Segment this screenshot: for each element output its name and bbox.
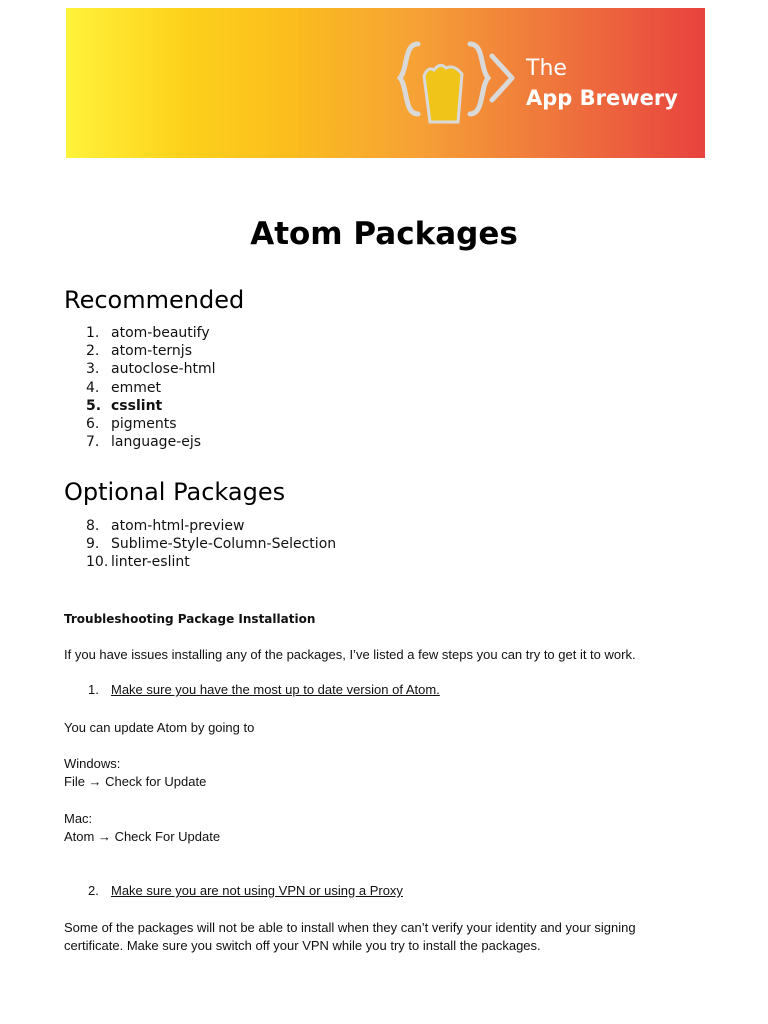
code-brackets-icon (396, 38, 516, 130)
windows-path: File → Check for Update (64, 774, 207, 789)
troubleshooting-intro: If you have issues installing any of the packages, I’ve listed a few steps you can try to get it to work. (64, 647, 636, 662)
list-item: 1. atom-beautify (86, 325, 210, 341)
mac-label: Mac: (64, 811, 93, 826)
list-item: 7. language-ejs (86, 434, 202, 451)
list-item: 5. csslint (86, 397, 163, 414)
list-item: 8. atom-html-preview (86, 518, 245, 534)
step-1: 1. Make sure you have the most up to date version of Atom. (88, 682, 440, 697)
optional-list (86, 517, 336, 572)
step-2-text: Make sure you are not using VPN or using a Proxy (111, 883, 403, 898)
update-intro: You can update Atom by going to (64, 720, 255, 735)
list-item: 4. emmet (86, 379, 161, 396)
page-title: Atom Packages (250, 216, 518, 252)
vpn-paragraph-line2: certificate. Make sure you switch off your VPN while you try to install the packages. (64, 938, 541, 953)
windows-label: Windows: (64, 756, 121, 771)
header-banner (66, 8, 705, 158)
list-item: 10. linter-eslint (86, 554, 190, 571)
vpn-paragraph-line1: Some of the packages will not be able to install when they can’t verify your identity and your signing (64, 920, 636, 935)
troubleshooting-heading: Troubleshooting Package Installation (64, 612, 316, 626)
step-1-text: Make sure you have the most up to date version of Atom. (111, 682, 440, 697)
list-item: 2. atom-ternjs (86, 343, 192, 360)
list-item: 6. pigments (86, 415, 177, 432)
logo-text-the: The (526, 56, 567, 81)
optional-heading: Optional Packages (64, 478, 286, 506)
list-item: 3. autoclose-html (86, 361, 216, 378)
step-2: 2. Make sure you are not using VPN or using a Proxy (88, 883, 403, 898)
recommended-list (86, 324, 216, 451)
app-brewery-logo (396, 38, 696, 130)
recommended-heading: Recommended (64, 286, 245, 314)
mac-path: Atom → Check For Update (64, 829, 221, 844)
logo-text-brand: App Brewery (526, 86, 678, 110)
list-item: 9. Sublime-Style-Column-Selection (86, 536, 337, 553)
